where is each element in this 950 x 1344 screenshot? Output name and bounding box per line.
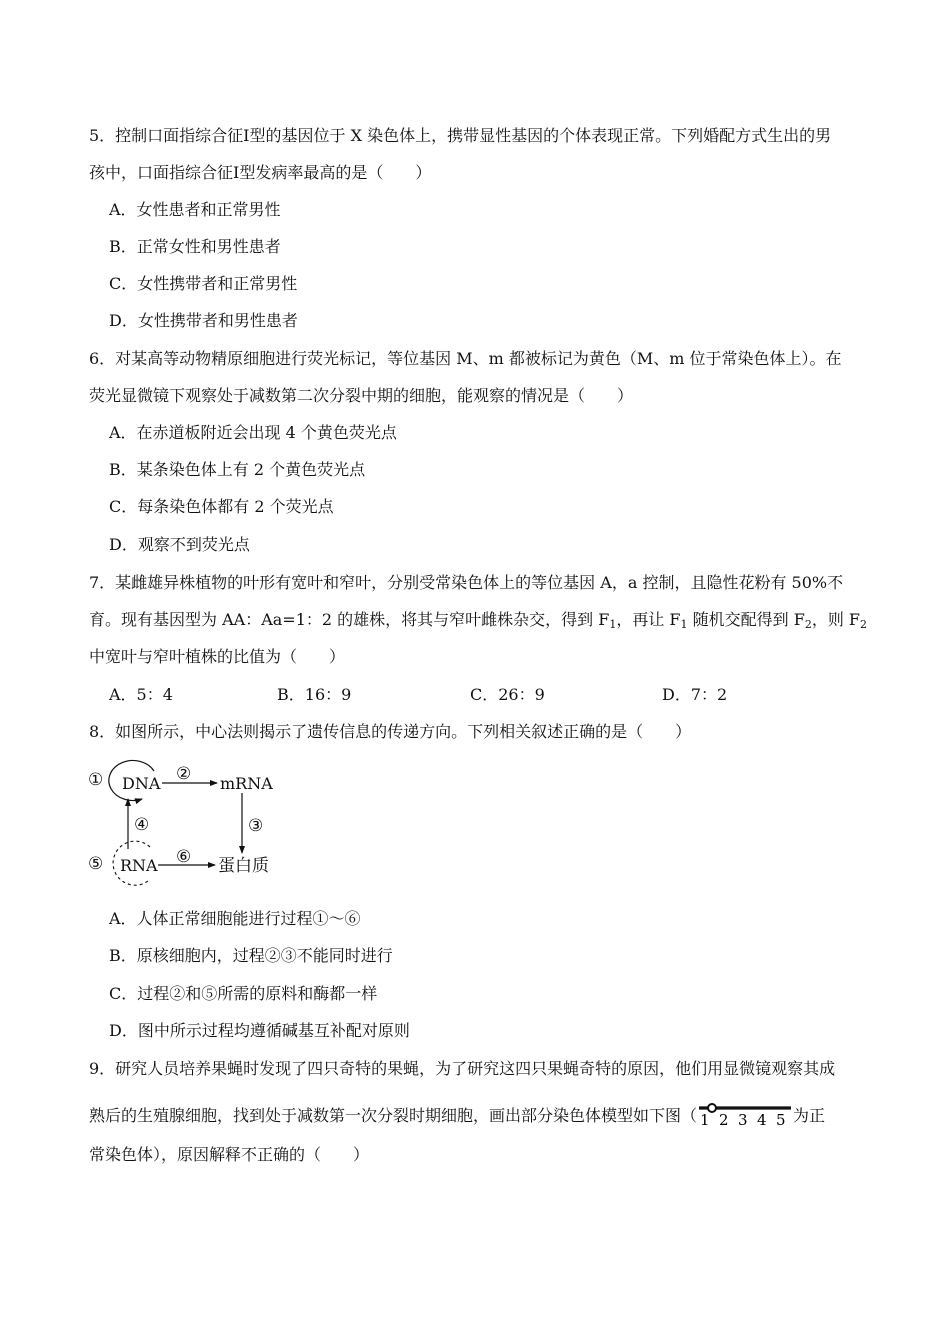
q5-option-b: B．正常女性和男性患者: [109, 237, 281, 256]
q7-stem-line3: 中宽叶与窄叶植株的比值为（ ）: [89, 647, 346, 666]
mrna-node: mRNA: [220, 774, 273, 793]
q8-stem-line1: 8．如图所示，中心法则揭示了遗传信息的传递方向。下列相关叙述正确的是（ ）: [89, 722, 692, 741]
process-1-label: ①: [88, 770, 104, 790]
chromosome-label-5: 5: [776, 1111, 786, 1127]
q7-line2-part-c: 随机交配得到 F: [687, 610, 805, 629]
q9-line2-part-b: 为正: [793, 1106, 826, 1125]
chromosome-label-3: 3: [738, 1111, 748, 1127]
process-3-label: ③: [248, 816, 264, 836]
q7-sub-f2-a: 2: [804, 618, 812, 631]
q6-option-c: C．每条染色体都有 2 个荧光点: [109, 497, 334, 516]
q6-option-d: D．观察不到荧光点: [109, 535, 250, 554]
rna-node: RNA: [120, 856, 158, 875]
q6-stem-line2: 荧光显微镜下观察处于减数第二次分裂中期的细胞，能观察的情况是（ ）: [89, 386, 634, 405]
q5-option-c: C．女性携带者和正常男性: [109, 274, 298, 293]
q8-option-b: B．原核细胞内，过程②③不能同时进行: [109, 946, 393, 965]
q5-stem-line1: 5．控制口面指综合征I型的基因位于 X 染色体上，携带显性基因的个体表现正常。下列婚配方式生出的男: [89, 126, 832, 145]
q7-line2-part-d: ，则 F: [811, 610, 861, 629]
q9-stem-line1: 9．研究人员培养果蝇时发现了四只奇特的果蝇，为了研究这四只果蝇奇特的原因，他们用显微镜观察其成: [89, 1059, 836, 1078]
chromosome-label-4: 4: [757, 1111, 767, 1127]
q7-option-a: A．5：4: [109, 685, 173, 704]
q6-option-a: A．在赤道板附近会出现 4 个黄色荧光点: [109, 423, 397, 442]
q9-stem-line3: 常染色体），原因解释不正确的（ ）: [89, 1145, 370, 1164]
q7-sub-f1-a: 1: [609, 618, 617, 631]
q7-line2-part-a: 育。现有基因型为 AA：Aa=1：2 的雄株，将其与窄叶雌株杂交，得到 F: [89, 610, 610, 629]
q8-option-c: C．过程②和⑤所需的原料和酶都一样: [109, 984, 378, 1003]
process-6-label: ⑥: [176, 847, 192, 867]
q6-stem-line1: 6．对某高等动物精原细胞进行荧光标记，等位基因 M、m 都被标记为黄色（M、m 位于常染色体上）。在: [89, 349, 842, 368]
q7-option-b: B．16：9: [277, 685, 352, 704]
chromosome-label-2: 2: [719, 1111, 729, 1127]
q5-option-a: A．女性患者和正常男性: [109, 200, 281, 219]
q9-stem-line2: [89, 1103, 825, 1127]
q6-option-b: B．某条染色体上有 2 个黄色荧光点: [109, 460, 366, 479]
protein-node: 蛋白质: [218, 856, 269, 876]
q7-line2-part-b: ，再让 F: [616, 610, 681, 629]
process-5-label: ⑤: [88, 854, 104, 874]
q7-stem-line2: [89, 610, 867, 630]
q7-sub-f2-b: 2: [860, 618, 868, 631]
chromosome-label-1: 1: [700, 1111, 710, 1127]
process-4-label: ④: [134, 815, 150, 835]
q5-option-d: D．女性携带者和男性患者: [109, 311, 298, 330]
q7-option-d: D．7：2: [662, 685, 728, 704]
q5-stem-line2: 孩中，口面指综合征I型发病率最高的是（ ）: [89, 163, 432, 182]
q8-option-d: D．图中所示过程均遵循碱基互补配对原则: [109, 1021, 410, 1040]
central-dogma-diagram: [84, 757, 284, 892]
normal-chromosome-icon: [697, 1103, 793, 1127]
q7-sub-f1-b: 1: [680, 618, 688, 631]
process-2-label: ②: [176, 764, 192, 784]
q7-stem-line1: 7．某雌雄异株植物的叶形有宽叶和窄叶，分别受常染色体上的等位基因 A，a 控制，且隐性花粉有 50%不: [89, 573, 844, 592]
q9-line2-part-a: 熟后的生殖腺细胞，找到处于减数第一次分裂时期细胞，画出部分染色体模型如下图（: [89, 1106, 698, 1125]
q8-option-a: A．人体正常细胞能进行过程①～⑥: [109, 909, 361, 928]
q7-option-c: C．26：9: [470, 685, 545, 704]
dna-node: DNA: [122, 774, 161, 793]
